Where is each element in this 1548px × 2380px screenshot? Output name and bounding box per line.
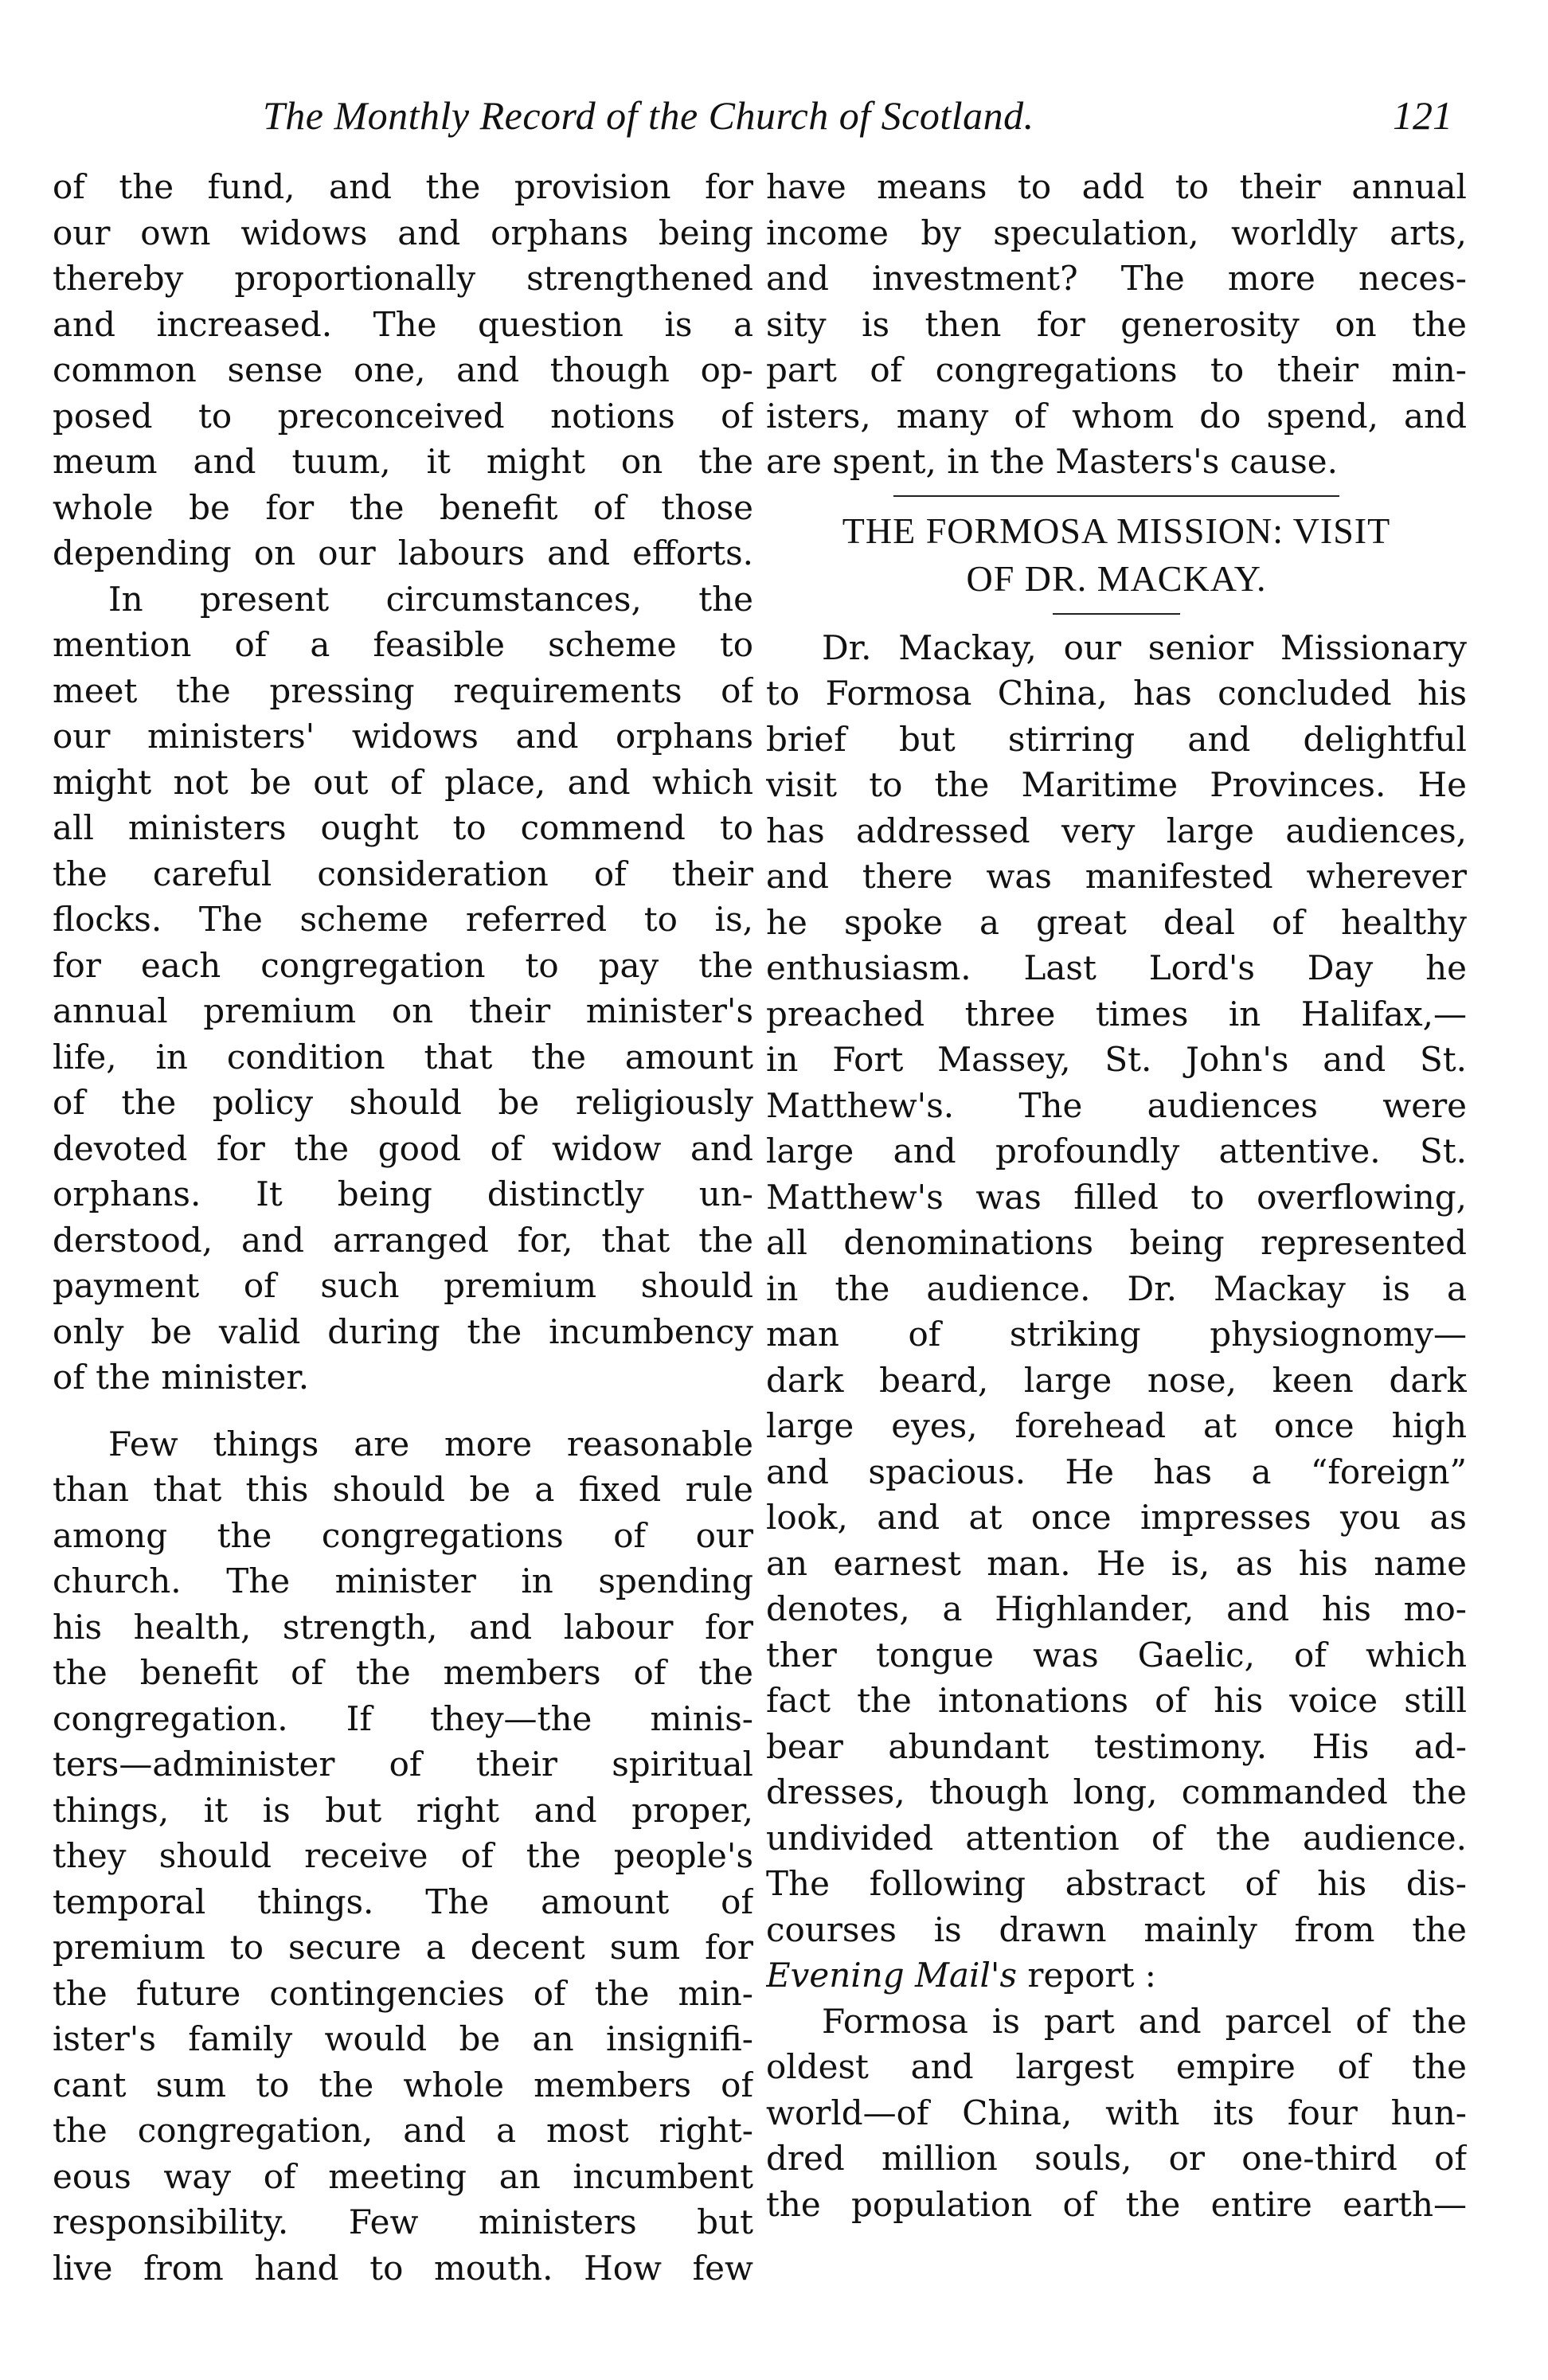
left-paragraph-3 [53, 1421, 753, 2292]
text-line: mention of a feasible scheme to [53, 625, 753, 664]
text-line: common sense one, and though op- [53, 350, 753, 389]
text-line: the future contingencies of the min- [53, 1973, 753, 2013]
text-line: meum and tuum, it might on the [53, 442, 753, 481]
text-line: only be valid during the incumbency [53, 1311, 753, 1351]
left-paragraph-2 [53, 576, 753, 1401]
right-paragraph-1 [766, 164, 1467, 485]
text-line: orphans. It being distinctly un- [53, 1174, 753, 1213]
text-line: dred million souls, or one-third of [766, 2139, 1467, 2178]
text-line: for each congregation to pay the [53, 945, 753, 985]
text-line: devoted for the good of widow and [53, 1128, 753, 1168]
text-line: he spoke a great deal of healthy [766, 902, 1467, 942]
text-line: and there was manifested wherever [766, 857, 1467, 896]
section-divider-rule [766, 485, 1467, 507]
text-line: brief but stirring and delightful [766, 719, 1467, 759]
text-line: church. The minister in spending [53, 1561, 753, 1600]
text-line: visit to the Maritime Provinces. He [766, 765, 1467, 804]
text-line: Matthew's. The audiences were [766, 1085, 1467, 1125]
text-line: than that this should be a fixed rule [53, 1470, 753, 1509]
text-line: dresses, though long, commanded the [766, 1772, 1467, 1811]
text-line: bear abundant testimony. His ad- [766, 1726, 1467, 1766]
text-line: ister's family would be an insignifi- [53, 2019, 753, 2058]
text-line: in Fort Massey, St. John's and St. [766, 1040, 1467, 1079]
text-line: the population of the entire earth— [766, 2184, 1467, 2224]
text-line: and increased. The question is a [53, 304, 753, 344]
text-line: of the minister. [53, 1358, 310, 1397]
text-line: income by speculation, worldly arts, [766, 213, 1467, 252]
text-line: temporal things. The amount of [53, 1882, 753, 1921]
text-line: meet the pressing requirements of [53, 670, 753, 710]
text-line: part of congregations to their min- [766, 350, 1467, 389]
text-line: among the congregations of our [53, 1515, 753, 1555]
text-line: cant sum to the whole members of [53, 2065, 753, 2104]
text-line: enthusiasm. Last Lord's Day he [766, 948, 1467, 987]
text-line: derstood, and arranged for, that the [53, 1220, 753, 1260]
text-line: Few things are more reasonable [108, 1424, 753, 1464]
text-line: payment of such premium should [53, 1266, 753, 1305]
text-line: things, it is but right and proper, [53, 1790, 753, 1830]
text-line: congregation. If they—the minis- [53, 1698, 753, 1738]
text-line: our own widows and orphans being [53, 213, 753, 252]
text-line: might not be out of place, and which [53, 762, 753, 802]
article-heading-line: THE FORMOSA MISSION: VISIT [842, 510, 1391, 551]
text-line: denotes, a Highlander, and his mo- [766, 1589, 1467, 1628]
page-number: 121 [1393, 93, 1452, 138]
text-line: the benefit of the members of the [53, 1653, 753, 1692]
text-line: the careful consideration of their [53, 854, 753, 893]
text-line: man of striking physiognomy— [766, 1315, 1467, 1354]
text-line: look, and at once impresses you as [766, 1498, 1467, 1537]
text-line: whole be for the benefit of those [53, 487, 753, 527]
text-line: ters—administer of their spiritual [53, 1745, 753, 1784]
paragraph-gap [53, 1401, 753, 1421]
text-line: oldest and largest empire of the [766, 2047, 1467, 2086]
text-line: large eyes, forehead at once high [766, 1406, 1467, 1445]
text-line: isters, many of whom do spend, and [766, 396, 1467, 436]
text-line: annual premium on their minister's [53, 991, 753, 1030]
text-line: Dr. Mackay, our senior Missionary [822, 627, 1467, 667]
text-line: sity is then for generosity on the [766, 304, 1467, 344]
text-line: our ministers' widows and orphans [53, 717, 753, 756]
text-line: depending on our labours and efforts. [53, 533, 753, 573]
text-line: live from hand to mouth. How few [53, 2248, 753, 2288]
text-line: fact the intonations of his voice still [766, 1681, 1467, 1720]
text-line: large and profoundly attentive. St. [766, 1131, 1467, 1170]
article-heading [766, 507, 1467, 603]
text-line: are spent, in the Masters's cause. [766, 442, 1338, 481]
text-line: to Formosa China, has concluded his [766, 674, 1467, 713]
text-line: world—of China, with its four hun- [766, 2093, 1467, 2132]
publication-name: Evening Mail's [766, 1956, 1018, 1995]
text-line: responsibility. Few ministers but [53, 2202, 753, 2241]
text-line: an earnest man. He is, as his name [766, 1543, 1467, 1583]
article-heading-line: OF DR. MACKAY. [966, 557, 1267, 599]
right-paragraph-2 [766, 625, 1467, 1999]
text-line: preached three times in Halifax,— [766, 994, 1467, 1034]
text-line: undivided attention of the audience. [766, 1818, 1467, 1858]
heading-divider-rule [766, 603, 1467, 625]
text-line: has addressed very large audiences, [766, 811, 1467, 850]
text-line: The following abstract of his dis- [766, 1864, 1467, 1903]
right-paragraph-3 [766, 1999, 1467, 2228]
text-line: thereby proportionally strengthened [53, 259, 753, 298]
text-line: the congregation, and a most right- [53, 2111, 753, 2150]
text-line: flocks. The scheme referred to is, [53, 900, 753, 939]
running-title: The Monthly Record of the Church of Scotland. [263, 93, 1034, 138]
text-line: of the fund, and the provision for [53, 167, 753, 206]
text-line: have means to add to their annual [766, 167, 1467, 206]
text-line: in the audience. Dr. Mackay is a [766, 1268, 1467, 1308]
text-line [766, 1952, 1467, 1999]
text-line: courses is drawn mainly from the [766, 1909, 1467, 1949]
text-line: all ministers ought to commend to [53, 808, 753, 847]
text-line: Matthew's was filled to overflowing, [766, 1177, 1467, 1217]
text-line: Formosa is part and parcel of the [822, 2001, 1467, 2041]
text-line: of the policy should be religiously [53, 1083, 753, 1122]
text-line: all denominations being represented [766, 1223, 1467, 1262]
left-column [53, 164, 753, 2291]
text-fragment: report : [1017, 1956, 1156, 1995]
text-line: premium to secure a decent sum for [53, 1928, 753, 1967]
right-column [766, 164, 1467, 2227]
text-line: posed to preconceived notions of [53, 396, 753, 436]
text-line: eous way of meeting an incumbent [53, 2156, 753, 2196]
text-line: and investment? The more neces- [766, 259, 1467, 298]
text-line: ther tongue was Gaelic, of which [766, 1635, 1467, 1675]
text-line: his health, strength, and labour for [53, 1607, 753, 1647]
text-line: and spacious. He has a “foreign” [766, 1452, 1467, 1491]
left-paragraph-1 [53, 164, 753, 576]
text-line: In present circumstances, the [108, 579, 753, 619]
text-line: dark beard, large nose, keen dark [766, 1360, 1467, 1400]
text-line: life, in condition that the amount [53, 1037, 753, 1077]
running-head [56, 88, 1452, 151]
text-line: they should receive of the people's [53, 1836, 753, 1875]
